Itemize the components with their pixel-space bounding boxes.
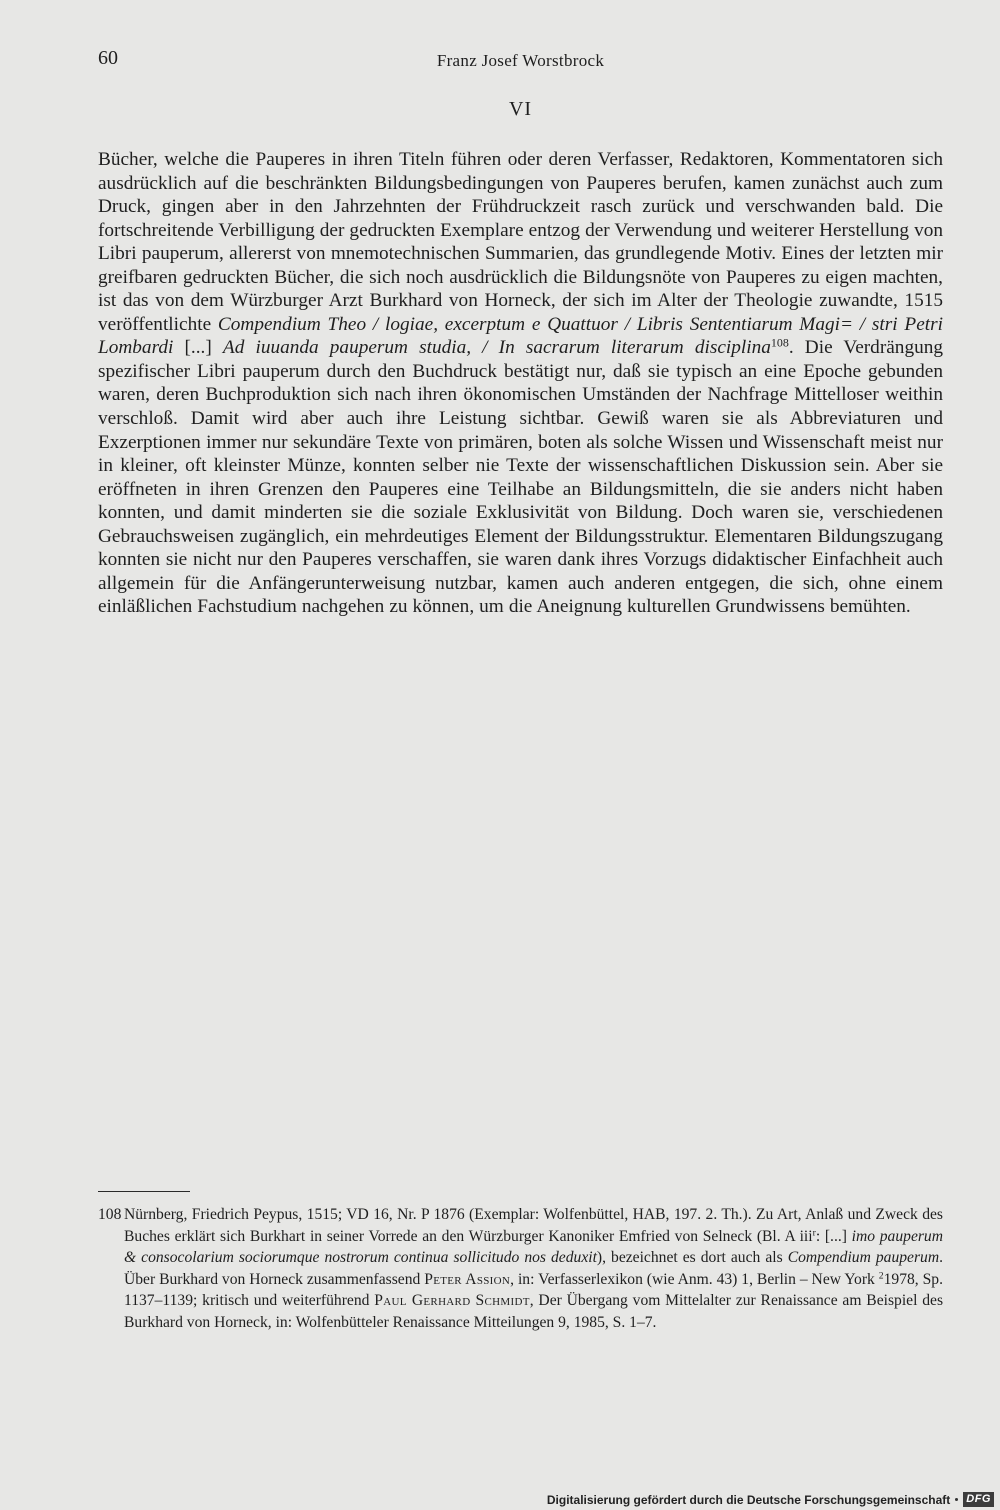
italic-run: Compendium Theo / logiae, excerptum e Quattuor / Libris Sententiarum Magi= / stri Petri Lombardi — [98, 313, 943, 359]
footnote-number: 108 — [98, 1206, 122, 1223]
dfg-logo: DFG — [963, 1492, 994, 1507]
body-paragraph — [98, 148, 943, 619]
text-run: 1978, Sp. 1137–1139; kritisch und weiterführend — [124, 1270, 943, 1309]
text-run: ), bezeichnet es dort auch als — [596, 1249, 788, 1266]
text-run: Bücher, welche die Pauperes in ihren Titeln führen oder deren Verfasser, Redaktoren, Kommentatoren sich ausdrücklich auf die beschränkten Bildungsbedingungen von Pauperes berufen, kamen zunächst auch zum Druck, gingen aber in den Jahrzehnten der Frühdruckzeit rasch zurück und verschwanden bald. Die fortschreitende Verbilligung der gedruckten Exemplare entzog der Verwendung und weiterer Herstellung von Libri pauperum, allererst von mnemotechnischen Summarien, das grundlegende Motiv. Eines der letzten mir greifbaren gedruckten Bücher, die sich noch ausdrücklich die Bildungsnöte von Pauperes zu eigen machten, ist das von dem Würzburger Arzt Burkhard von Horneck, der sich im Alter der Theologie zuwandte, 1515 veröffentlichte — [98, 149, 943, 335]
text-run: : [...] — [815, 1227, 852, 1245]
italic-run: Compendium pauperum — [787, 1249, 940, 1266]
footnote — [98, 1204, 943, 1333]
smallcaps-run: Peter Assion — [424, 1270, 511, 1288]
footnote-rule — [98, 1191, 190, 1192]
text-run: Nürnberg, Friedrich Peypus, 1515; VD 16, Nr. P 1876 (Exemplar: Wolfenbüttel, HAB, 197. 2. Th.). Zu Art, Anlaß und Zweck des Buches erklärt sich Burkhart in seiner Vorrede an den Würzburger Kanoniker Emfried von Selneck (Bl. A iii — [124, 1206, 943, 1245]
running-title: Franz Josef Worstbrock — [436, 51, 605, 70]
separator-dot — [955, 1498, 958, 1501]
footnote-text — [124, 1204, 943, 1333]
banner-text: Digitalisierung gefördert durch die Deutsche Forschungsgemeinschaft — [546, 1492, 951, 1507]
superscript: 2 — [878, 1270, 884, 1282]
superscript: r — [812, 1227, 816, 1239]
italic-run: Ad iuuanda pauperum studia, / In sacrarum literarum disciplina — [222, 337, 771, 359]
italic-run: imo pauperum & consocolarium sociorumque nostrorum continua sollicitudo nos deduxit — [124, 1227, 943, 1266]
text-run: [...] — [173, 337, 223, 359]
section-heading: VI — [508, 98, 533, 120]
funding-banner — [547, 1492, 994, 1507]
text-run: . Die Verdrängung spezifischer Libri pauperum durch den Buchdruck bestätigt nur, daß sie typisch an eine Epoche gebunden waren, deren Buchproduktion sich nach ihren ökonomischen Umständen der Nachfrage Mittelloser weithin verschloß. Damit wird aber auch ihre Leistung sichtbar. Gewiß waren sie als Abbreviaturen und Exzerptionen immer nur sekundäre Texte von primären, boten als solche Wissen und Wissenschaft meist nur in kleiner, oft kleinster Münze, konnten selber nie Texte der wissenschaftlichen Diskussion sein. Aber sie eröffneten in ihren Grenzen den Pauperes eine Teilhabe an Bildungsmitteln, die sie anders nicht haben konnten, und damit minderten sie die soziale Exklusivität von Bildung. Doch waren sie, verschiedenen Gebrauchsweisen zugänglich, ein mehrdeutiges Element der Bildungsstruktur. Elementaren Bildungszugang konnten sie nicht nur den Pauperes verschaffen, sie waren dank ihres Vorzugs didaktischer Einfachheit auch allgemein für die Anfängerunterweisung nutzbar, kamen auch anderen entgegen, die sich, ohne einem einläßlichen Fachstudium nachgehen zu können, um die Aneignung kulturellen Grundwissens bemühten. — [98, 337, 944, 618]
text-run: . Über Burkhard von Horneck zusammenfassend — [124, 1249, 944, 1288]
text-run: , in: Verfasserlexikon (wie Anm. 43) 1, Berlin – New York — [510, 1270, 879, 1288]
smallcaps-run: Paul Gerhard Schmidt — [374, 1292, 530, 1309]
superscript: 108 — [770, 335, 789, 350]
page-number: 60 — [98, 47, 118, 69]
text-run: , Der Übergang vom Mittelalter zur Renaissance am Beispiel des Burkhard von Horneck, in: Wolfenbütteler Renaissance Mitteilungen 9, 1985, S. 1–7. — [124, 1292, 944, 1331]
